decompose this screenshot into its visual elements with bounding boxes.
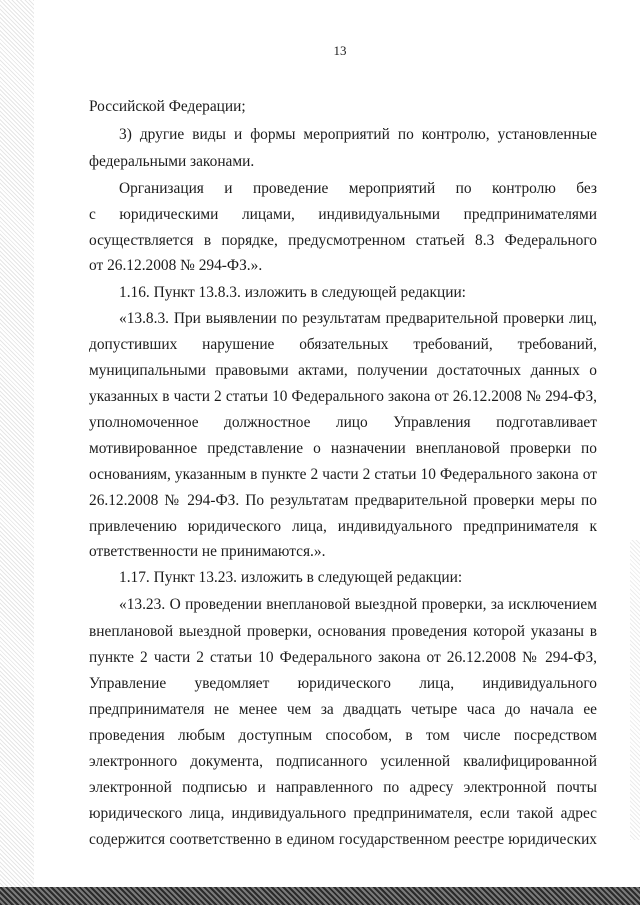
scan-shadow-bottom [0, 887, 640, 905]
text-line: указанных в части 2 статьи 10 Федерального закона от 26.12.2008 № 294-ФЗ, [89, 388, 597, 405]
text-line: 3) другие виды и формы мероприятий по контролю, установленные [119, 126, 597, 143]
text-line: электронной подписью и направленного по адресу электронной почты [89, 779, 597, 796]
text-line: основаниям, указанным в пункте 2 части 2 статьи 10 Федерального закона от [89, 466, 597, 483]
text-line: 1.17. Пункт 13.23. изложить в следующей редакции: [119, 569, 463, 586]
text-line: Российской Федерации; [89, 98, 246, 115]
text-line: осуществляется в порядке, предусмотренном статьей 8.3 Федерального [89, 232, 597, 249]
text-line: проведения любым доступным способом, в том числе посредством [89, 727, 597, 744]
text-line: уполномоченное должностное лицо Управления подготавливает [89, 414, 597, 431]
text-line: внеплановой выездной проверки, основания проведения которой указаны в [89, 623, 597, 640]
text-line: предпринимателя не менее чем за двадцать четыре часа до начала ее [89, 701, 597, 718]
text-line: федеральными законами. [89, 153, 255, 170]
text-line: ответственности не принимаются.». [89, 543, 326, 560]
text-line: с юридическими лицами, индивидуальными предпринимателями [89, 206, 597, 223]
text-line: Организация и проведение мероприятий по контролю без [119, 180, 597, 197]
text-line: допустивших нарушение обязательных требований, требований, [89, 336, 597, 353]
text-line: Управление уведомляет юридического лица, индивидуального [89, 675, 597, 692]
text-line: 1.16. Пункт 13.8.3. изложить в следующей редакции: [119, 284, 466, 301]
text-line: «13.8.3. При выявлении по результатам предварительной проверки лиц, [119, 310, 597, 327]
text-line: муниципальными правовыми актами, получении достаточных данных о [89, 362, 597, 379]
text-line: юридического лица, индивидуального предпринимателя, если такой адрес [89, 805, 597, 822]
text-line: 26.12.2008 № 294-ФЗ. По результатам предварительной проверки меры по [89, 492, 597, 509]
text-line: электронного документа, подписанного усиленной квалифицированной [89, 753, 597, 770]
text-line: содержится соответственно в едином государственном реестре юридических [89, 831, 597, 848]
scan-shadow-left [0, 0, 34, 905]
text-line: привлечению юридического лица, индивидуального предпринимателя к [89, 518, 597, 535]
text-line: пункте 2 части 2 статьи 10 Федерального закона от 26.12.2008 № 294-ФЗ, [89, 649, 597, 666]
text-line: мотивированное представление о назначении внеплановой проверки по [89, 440, 597, 457]
scan-shadow-right [630, 540, 640, 840]
text-line: от 26.12.2008 № 294-ФЗ.». [89, 257, 263, 274]
text-line: «13.23. О проведении внеплановой выездной проверки, за исключением [119, 596, 597, 613]
page-number: 13 [333, 43, 347, 58]
